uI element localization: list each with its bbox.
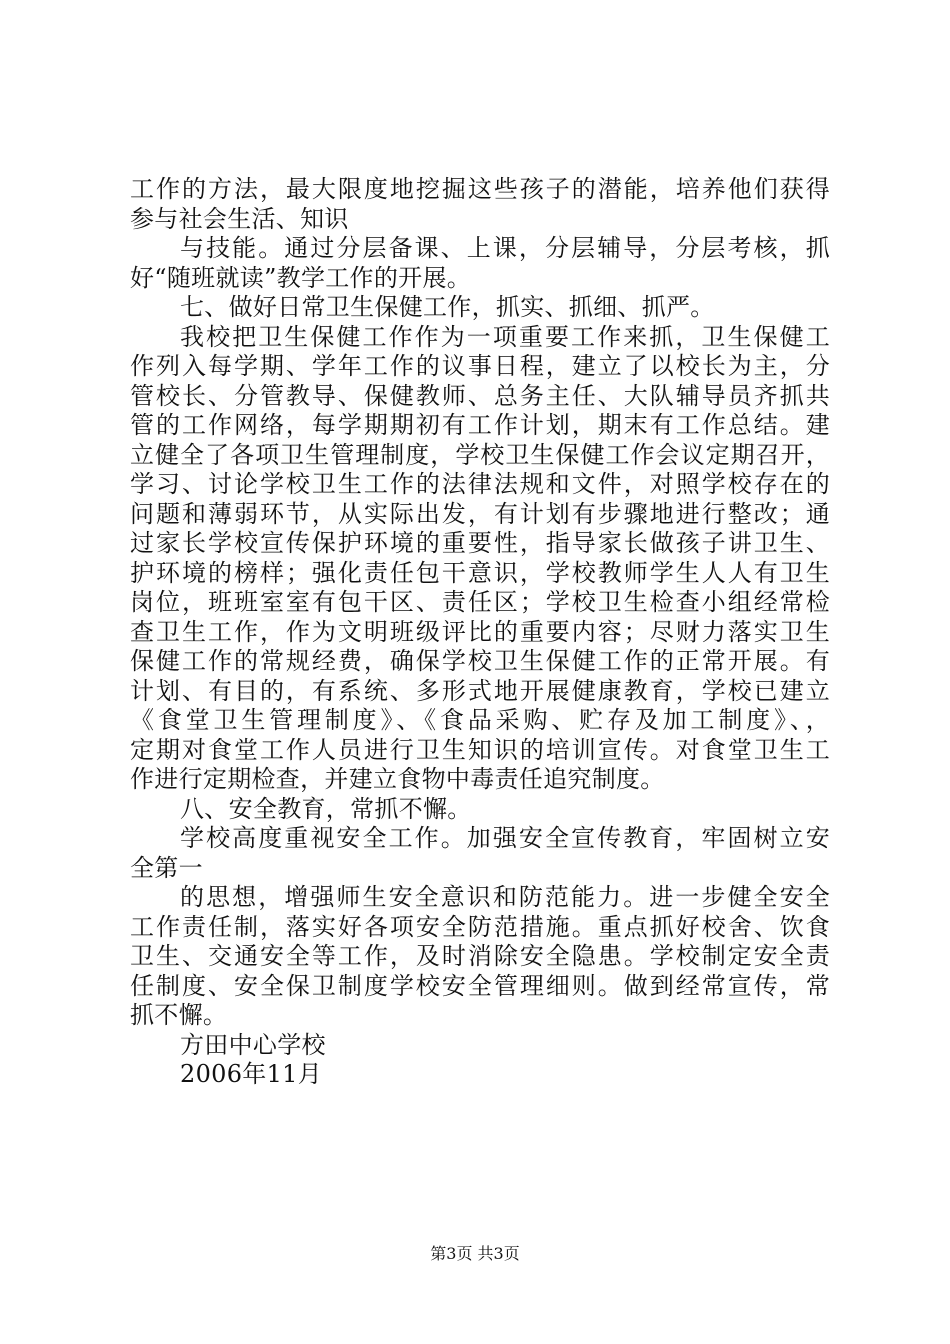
text-line: 保健工作的常规经费，确保学校卫生保健工作的正常开展。有 [130,647,830,675]
page-number-footer: 第3页 共3页 [430,1244,520,1263]
text-line: 工作责任制，落实好各项安全防范措施。重点抓好校舍、饮食 [130,912,830,941]
text-line: 工作的方法，最大限度地挖掘这些孩子的潜能，培养他们获得 [130,175,830,203]
signature-organization: 方田中心学校 [180,1030,326,1059]
text-line: 作进行定期检查，并建立食物中毒责任追究制度。 [130,765,665,793]
text-line: 过家长学校宣传保护环境的重要性，指导家长做孩子讲卫生、 [130,529,830,557]
text-line: 我校把卫生保健工作作为一项重要工作来抓，卫生保健工 [180,322,830,351]
text-line: 《食堂卫生管理制度》、《食品采购、贮存及加工制度》、， [130,706,830,734]
text-line: 卫生、交通安全等工作，及时消除安全隐患。学校制定安全责 [130,942,830,970]
section-heading: 七、做好日常卫生保健工作，抓实、抓细、抓严。 [180,293,715,321]
text-line: 抓不懈。 [130,1001,228,1029]
text-line: 管的工作网络，每学期期初有工作计划，期末有工作总结。建 [130,411,830,439]
text-line: 岗位，班班室室有包干区、责任区；学校卫生检查小组经常检 [130,588,830,616]
text-line: 学习、讨论学校卫生工作的法律法规和文件，对照学校存在的 [130,470,830,498]
text-line: 护环境的榜样；强化责任包干意识，学校教师学生人人有卫生 [130,558,830,587]
text-line: 计划、有目的，有系统、多形式地开展健康教育，学校已建立 [130,676,830,705]
text-line: 的思想，增强师生安全意识和防范能力。进一步健全安全 [180,883,830,911]
text-line: 问题和薄弱环节，从实际出发，有计划有步骤地进行整改；通 [130,499,830,528]
section-heading: 八、安全教育，常抓不懈。 [180,794,472,823]
text-line: 任制度、安全保卫制度学校安全管理细则。做到经常宣传，常 [130,971,830,1000]
document-body [130,175,830,1090]
text-line: 作列入每学期、学年工作的议事日程，建立了以校长为主，分 [130,352,830,380]
text-line: 定期对食堂工作人员进行卫生知识的培训宣传。对食堂卫生工 [130,735,830,764]
signature-date: 2006年11月 [180,1060,323,1088]
text-line: 与技能。通过分层备课、上课，分层辅导，分层考核，抓 [180,234,830,262]
text-line: 学校高度重视安全工作。加强安全宣传教育，牢固树立安 [180,824,830,852]
text-line: 全第一 [130,853,203,882]
text-line: 查卫生工作，作为文明班级评比的重要内容；尽财力落实卫生 [130,617,830,646]
text-line: 参与社会生活、知识 [130,204,349,233]
text-line: 好“随班就读”教学工作的开展。 [130,263,472,292]
text-line: 管校长、分管教导、保健教师、总务主任、大队辅导员齐抓共 [130,381,830,410]
text-line: 立健全了各项卫生管理制度，学校卫生保健工作会议定期召开， [130,440,830,469]
